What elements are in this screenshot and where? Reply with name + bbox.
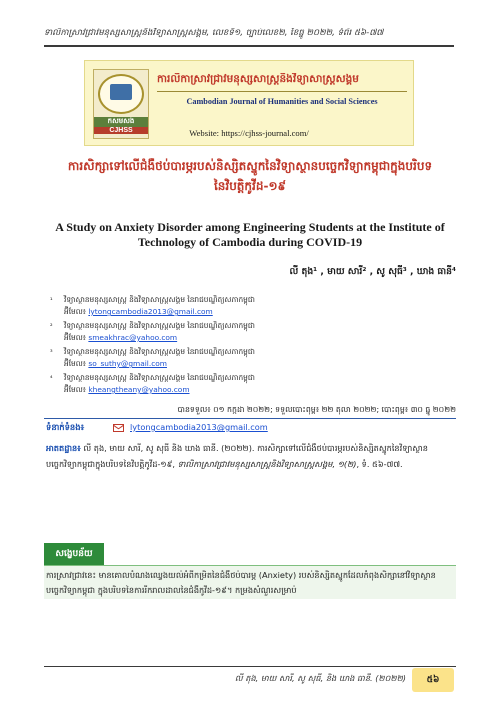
title-en: A Study on Anxiety Disorder among Engineering Students at the Institute of Technology of Cambodia during COVID-19 [55,220,445,249]
citation-pages: , ទំ. ៥៦-៧៧. [356,459,403,469]
author-list: លី តុង¹ , មាយ សារី² , សូ សុធី³ , ឃាង ធានី⁴ [289,266,456,277]
mail-icon [113,424,124,432]
citation-label: អាតតដ្ឋាន៖ [46,443,81,453]
affiliation-4 [50,372,364,396]
abstract-text: ការស្រាវជ្រាវនេះ មានគោលបំណងឈ្វេងយល់អំពីកម្រិតនៃជំងឺថប់បារម្ភ (Anxiety) របស់និស្សិតស្នូកដែលកំពុងសិក្សានៅវិទ្យាស្ថានបច្ចេកវិទ្យាកម្ពុជា ក្នុងបរិបទនៃការរីករាលដាលនៃជំងឺកូវីដ-១៩។ កម្រងសំណួរសម្រាប់ [46,570,436,595]
affiliation-email[interactable]: smeakhrac@yahoo.com [88,333,178,342]
footer-authors: លី តុង, មាយ សារី, សូ សុធី, និង ឃាង ធានី. (២០២២) [234,673,406,683]
title-kh: ការសិក្សាទៅលើជំងឺថប់បារម្ភរបស់និស្សិតស្នូកនៃវិទ្យាស្ថានបច្ចេកវិទ្យាកម្ពុជាក្នុងបរិបទនៃវិបត្តិកូវីដ-១៩ [67,159,433,193]
citation-journal: ទាលិកាស្រាវជ្រាវមនុស្សសាស្ត្រនិងវិទ្យាសាស្ត្រសង្គម, ១(២) [177,459,357,469]
affiliation-number: ¹ [50,296,53,304]
affiliation-org: វិទ្យាស្ថានមនុស្សសាស្ត្រ និងវិទ្យាសាស្ត្រសង្គម នៃរាជបណ្ឌិត្យសភាកម្ពុជា [64,321,255,330]
journal-website[interactable]: Website: https://cjhss-journal.com/ [189,128,309,138]
logo-kh-text: កសមសង [94,117,148,127]
affiliation-org: វិទ្យាស្ថានមនុស្សសាស្ត្រ និងវិទ្យាសាស្ត្រសង្គម នៃរាជបណ្ឌិត្យសភាកម្ពុជា [64,347,255,356]
page-number: ៥៦ [412,668,454,692]
citation [46,440,456,472]
email-label: អ៊ីមែល៖ [64,359,87,368]
book-icon [110,84,132,100]
affiliation-org: វិទ្យាស្ថានមនុស្សសាស្ត្រ និងវិទ្យាសាស្ត្រសង្គម នៃរាជបណ្ឌិត្យសភាកម្ពុជា [64,373,255,382]
affiliation-org: វិទ្យាស្ថានមនុស្សសាស្ត្រ និងវិទ្យាសាស្ត្រសង្គម នៃរាជបណ្ឌិត្យសភាកម្ពុជា [64,295,255,304]
affiliation-email[interactable]: kheangtheany@yahoo.com [88,385,190,394]
affiliation-email[interactable]: lytongcambodia2013@gmail.com [88,307,213,316]
citation-text: លី តុង, មាយ សារី, សូ សុធី និង ឃាង ធានី. (២០២២). ការសិក្សាទៅលើជំងឺថប់បារម្ភរបស់និស្សិតស្នូកនៃវិទ្យាស្ថានបច្ចេកវិទ្យាកម្ពុជាក្នុងបរិបទនៃវិបត្តិកូវីដ-១៩, [46,443,428,469]
journal-name-en: Cambodian Journal of Humanities and Social Sciences [186,97,378,106]
contact-label: ទំនាក់ទំនង៖ [46,422,85,432]
journal-name-kh: ការលិកាស្រាវជ្រាវមនុស្សសាស្ត្រនិងវិទ្យាសាស្ត្រសង្គម [157,73,359,85]
email-label: អ៊ីមែល៖ [64,385,87,394]
section-rule [44,418,456,419]
banner-rule [157,91,407,92]
email-label: អ៊ីមែល៖ [64,307,87,316]
footer-rule [44,666,456,667]
affiliation-number: ² [50,322,53,330]
affiliation-number: ³ [50,348,53,356]
affiliation-number: ⁴ [50,374,53,382]
logo-en-text: CJHSS [94,127,148,134]
contact-email[interactable]: lytongcambodia2013@gmail.com [130,422,268,432]
abstract-heading: សង្ខេបន័យ [44,543,104,565]
running-head: ទាលិកាស្រាវជ្រាវមនុស្សសាស្ត្រនិងវិទ្យាសាស្ត្រសង្គម, លេខទី១, ច្បាប់លេខ២, ខែធ្នូ ២០២២, ទំព័រ ៥៦-៧៧ [44,28,384,38]
affiliation-1 [50,294,364,318]
header-rule [44,45,454,47]
email-label: អ៊ីមែល៖ [64,333,87,342]
affiliation-3 [50,346,364,370]
received-dates: បានទទួល៖ ០១ កក្កដា ២០២២; ទទួលបោះពុម្ព៖ ២២ តុលា ២០២២; បោះពុម្ព៖ ៣០ ធ្នូ ២០២២ [177,405,456,414]
affiliation-email[interactable]: so_suthy@gmail.com [88,359,167,368]
affiliation-2 [50,320,364,344]
